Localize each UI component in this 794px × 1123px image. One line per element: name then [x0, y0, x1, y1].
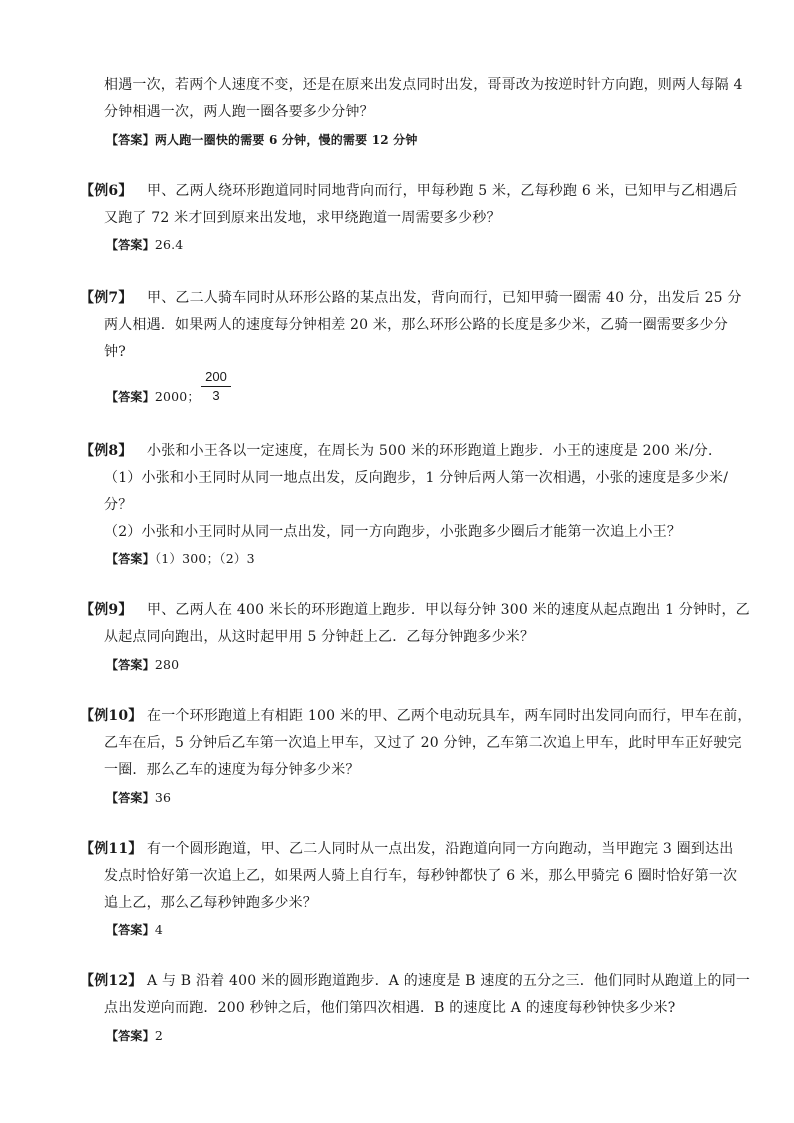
answer-value: 36	[154, 790, 172, 805]
answer-tag: 【答案】	[106, 658, 155, 672]
fraction-numerator: 200	[205, 369, 227, 384]
example-line: A 与 B 沿着 400 米的圆形跑道跑步．A 的速度是 B 速度的五分之三．他们同时从跑道上的同一	[147, 973, 751, 989]
answer-fraction	[201, 369, 231, 403]
example-answer	[106, 387, 200, 407]
example-label: 【例10】	[80, 708, 143, 724]
answer-value: 2000；	[154, 389, 201, 404]
example-line: 从起点同向跑出，从这时起甲用 5 分钟赶上乙．乙每分钟跑多少米？	[104, 629, 535, 645]
example-answer	[106, 549, 255, 569]
example-line: 分？	[104, 497, 133, 513]
example-label: 【例7】	[80, 290, 133, 306]
answer-tag: 【答案】	[106, 552, 155, 566]
example-answer	[106, 788, 171, 808]
answer-value: 4	[154, 922, 163, 937]
example-answer	[106, 655, 179, 675]
intro-answer	[106, 130, 418, 150]
example-line: 甲、乙二人骑车同时从环形公路的某点出发，背向而行，已知甲骑一圈需 40 分，出发后 25 分	[147, 290, 742, 306]
example-line: 又跑了 72 米才回到原来出发地，求甲绕跑道一周需要多少秒？	[104, 210, 501, 226]
answer-value: 2	[154, 1028, 163, 1043]
example-line: 乙车在后，5 分钟后乙车第一次追上甲车，又过了 20 分钟，乙车第二次追上甲车，此时甲车正好驶完	[104, 735, 742, 751]
example-line: 追上乙，那么乙每秒钟跑多少米？	[104, 895, 317, 911]
example-line: （1）小张和小王同时从同一地点出发，反向跑步，1 分钟后两人第一次相遇，小张的速度是多少米/	[104, 470, 729, 486]
answer-value: 280	[154, 657, 180, 672]
example-label: 【例6】	[80, 183, 133, 199]
example-line: 两人相遇．如果两人的速度每分钟相差 20 米，那么环形公路的长度是多少米，乙骑一圈需要多少分	[104, 317, 728, 333]
example-line: 发点时恰好第一次追上乙，如果两人骑上自行车，每秒钟都快了 6 米，那么甲骑完 6 圈时恰好第一次	[104, 868, 738, 884]
example-line: 钟?	[104, 344, 126, 360]
example-line: 甲、乙两人在 400 米长的环形跑道上跑步．甲以每分钟 300 米的速度从起点跑出 1 分钟时，乙	[147, 602, 750, 618]
answer-tag: 【答案】	[106, 791, 155, 805]
answer-text: 两人跑一圈快的需要 6 分钟，慢的需要 12 分钟	[154, 133, 418, 147]
answer-tag: 【答案】	[106, 238, 155, 252]
example-answer	[106, 1026, 163, 1046]
answer-tag: 【答案】	[106, 133, 155, 147]
example-line: 甲、乙两人绕环形跑道同时同地背向而行，甲每秒跑 5 米，乙每秒跑 6 米，已知甲与乙相遇后	[147, 183, 738, 199]
example-label: 【例12】	[80, 973, 143, 989]
example-answer	[106, 235, 183, 255]
answer-value: 26.4	[154, 237, 184, 252]
answer-tag: 【答案】	[106, 390, 155, 404]
example-label: 【例8】	[80, 443, 133, 459]
answer-tag: 【答案】	[106, 923, 155, 937]
intro-line-1: 相遇一次，若两个人速度不变，还是在原来出发点同时出发，哥哥改为按逆时针方向跑，则两人每隔 4	[104, 77, 743, 93]
example-label: 【例9】	[80, 602, 133, 618]
fraction-denominator: 3	[212, 388, 220, 403]
example-line: 在一个环形跑道上有相距 100 米的甲、乙两个电动玩具车，两车同时出发同向而行，甲车在前，	[147, 708, 752, 724]
example-line: 小张和小王各以一定速度，在周长为 500 米的环形跑道上跑步．小王的速度是 200 米/分．	[147, 443, 723, 459]
example-line: 一圈．那么乙车的速度为每分钟多少米？	[104, 762, 360, 778]
example-line: 有一个圆形跑道，甲、乙二人同时从一点出发，沿跑道向同一方向跑动，当甲跑完 3 圈到达出	[147, 841, 734, 857]
answer-value: （1）300；（2）3	[154, 551, 255, 566]
answer-tag: 【答案】	[106, 1029, 155, 1043]
example-line: 点出发逆向而跑．200 秒钟之后，他们第四次相遇．B 的速度比 A 的速度每秒钟快多少米?	[104, 1000, 676, 1016]
example-label: 【例11】	[80, 841, 143, 857]
example-line: （2）小张和小王同时从同一点出发，同一方向跑步，小张跑多少圈后才能第一次追上小王？	[104, 524, 682, 540]
example-answer	[106, 920, 163, 940]
fraction-bar	[201, 386, 231, 387]
intro-line-2: 分钟相遇一次，两人跑一圈各要多少分钟？	[104, 104, 374, 120]
